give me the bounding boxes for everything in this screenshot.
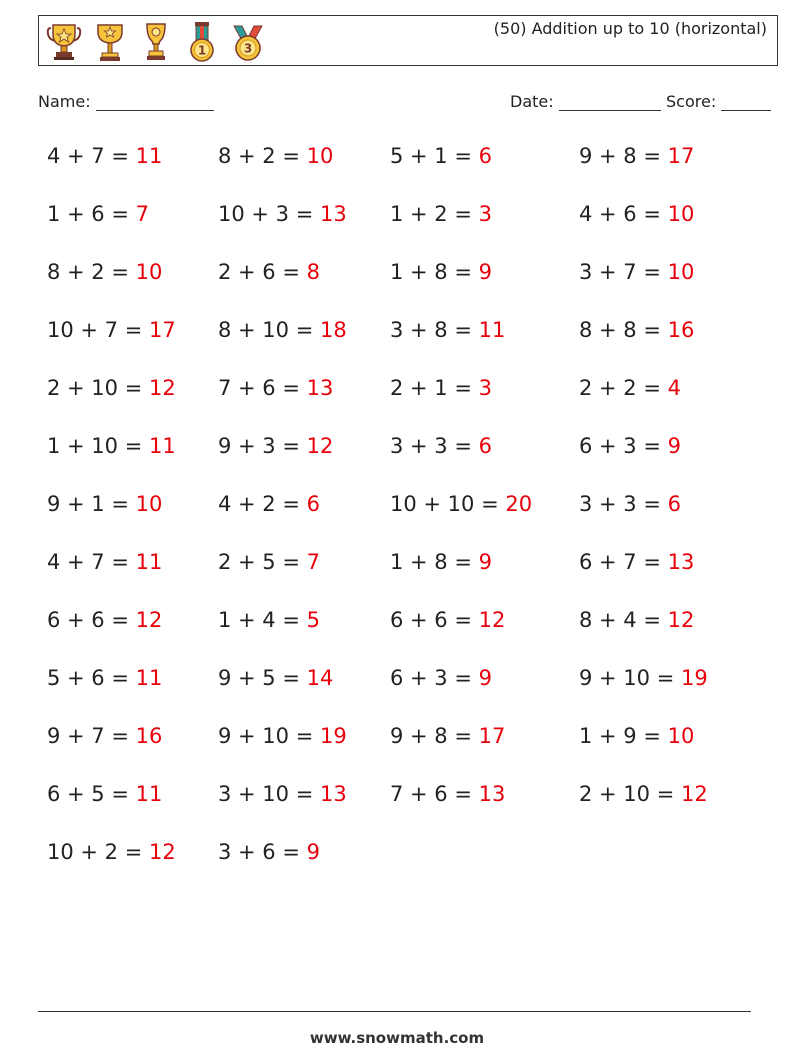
problem [218,840,320,864]
problem-question: 4 + 2 = [218,492,300,516]
problem-question: 2 + 2 = [579,376,661,400]
problem-row [47,260,787,318]
problem-question: 2 + 5 = [218,550,300,574]
problem-question: 3 + 3 = [390,434,472,458]
medal-1-icon [183,20,221,64]
problem [47,376,176,400]
medal-3-icon [229,20,267,64]
problem [579,318,694,342]
problem-question: 5 + 1 = [390,144,472,168]
problem-question: 3 + 3 = [579,492,661,516]
problem-question: 9 + 8 = [579,144,661,168]
problem-question: 8 + 4 = [579,608,661,632]
problem-question: 9 + 1 = [47,492,129,516]
problem-question: 10 + 7 = [47,318,143,342]
svg-text:1: 1 [197,43,207,58]
problem [218,608,320,632]
problem-question: 4 + 7 = [47,550,129,574]
problem-question: 8 + 8 = [579,318,661,342]
problem [47,608,162,632]
date-blank [559,92,661,111]
problem-question: 10 + 3 = [218,202,314,226]
problem-answer: 10 [306,144,334,168]
problem-question: 1 + 4 = [218,608,300,632]
problem [218,260,320,284]
problem-question: 4 + 7 = [47,144,129,168]
problem-question: 6 + 3 = [390,666,472,690]
problem-answer: 13 [667,550,695,574]
problem [579,260,694,284]
problem-answer: 9 [478,260,493,284]
problem-row [47,144,787,202]
problem [218,318,347,342]
problem [47,144,162,168]
problem [579,434,681,458]
problem [218,550,320,574]
problem-row [47,492,787,550]
problem-answer: 12 [478,608,506,632]
problem [579,144,694,168]
problem [390,492,532,516]
name-label: Name: [38,92,91,111]
problem-answer: 13 [320,202,347,226]
problem-question: 9 + 8 = [390,724,472,748]
problem-question: 3 + 10 = [218,782,314,806]
problem-answer: 5 [306,608,321,632]
problem [218,202,347,226]
problem-answer: 7 [135,202,150,226]
problem-question: 2 + 1 = [390,376,472,400]
problem-answer: 14 [306,666,334,690]
problem-question: 1 + 10 = [47,434,143,458]
footer-divider [38,1011,751,1012]
problem-row [47,376,787,434]
award-icons [45,20,267,64]
problem-question: 8 + 2 = [47,260,129,284]
problem [47,492,162,516]
score-blank [721,92,771,111]
problem-answer: 10 [667,724,695,748]
problem-question: 3 + 6 = [218,840,300,864]
trophy-cup-icon [45,20,83,64]
problem-answer: 4 [667,376,682,400]
problem-row [47,724,787,782]
problem-answer: 10 [667,202,695,226]
worksheet-title: (50) Addition up to 10 (horizontal) [493,19,767,38]
problem [390,144,492,168]
problem [390,666,492,690]
score-field [666,92,771,111]
problem-question: 10 + 2 = [47,840,143,864]
problem-answer: 12 [306,434,334,458]
problem-question: 5 + 6 = [47,666,129,690]
problem-row [47,666,787,724]
problem [47,202,149,226]
problem-row [47,840,787,898]
problem-answer: 12 [149,376,176,400]
problem-question: 8 + 10 = [218,318,314,342]
problem [390,260,492,284]
problem-answer: 12 [667,608,695,632]
problem-question: 1 + 2 = [390,202,472,226]
problem-question: 7 + 6 = [218,376,300,400]
score-label: Score: [666,92,717,111]
problem-row [47,550,787,608]
problem [579,782,708,806]
problem-grid [47,144,787,898]
problem-answer: 17 [478,724,506,748]
problem [579,608,694,632]
problem-question: 9 + 10 = [579,666,675,690]
problem-question: 6 + 3 = [579,434,661,458]
problem-answer: 7 [306,550,321,574]
problem-answer: 6 [478,144,493,168]
problem [579,724,694,748]
problem-answer: 12 [135,608,163,632]
problem-row [47,608,787,666]
problem-question: 6 + 6 = [47,608,129,632]
problem-answer: 13 [320,782,347,806]
problem-answer: 17 [667,144,695,168]
problem-answer: 20 [505,492,533,516]
problem [579,492,681,516]
problem [579,202,694,226]
problem-answer: 11 [149,434,176,458]
problem-answer: 19 [320,724,347,748]
problem-answer: 9 [478,666,493,690]
problem [579,666,708,690]
problem [47,260,162,284]
problem [390,782,505,806]
problem-question: 2 + 10 = [47,376,143,400]
problem-question: 7 + 6 = [390,782,472,806]
problem-question: 3 + 8 = [390,318,472,342]
problem [218,376,333,400]
problem [579,550,694,574]
problem-question: 1 + 9 = [579,724,661,748]
problem [390,434,492,458]
problem [47,318,176,342]
problem-question: 8 + 2 = [218,144,300,168]
problem-question: 3 + 7 = [579,260,661,284]
problem-question: 10 + 10 = [390,492,499,516]
problem-question: 6 + 7 = [579,550,661,574]
svg-text:3: 3 [243,41,253,56]
problem-answer: 11 [135,666,163,690]
problem-answer: 12 [149,840,176,864]
date-field [510,92,661,111]
problem-answer: 19 [681,666,708,690]
problem [47,840,176,864]
problem-row [47,434,787,492]
footer-url: www.snowmath.com [309,1029,485,1047]
problem [390,608,505,632]
problem-question: 1 + 8 = [390,260,472,284]
problem [218,782,347,806]
problem [390,550,492,574]
problem-answer: 13 [306,376,334,400]
problem-answer: 10 [135,260,163,284]
problem [218,492,320,516]
problem-question: 9 + 3 = [218,434,300,458]
trophy-star-icon [91,20,129,64]
problem [218,144,333,168]
problem-question: 1 + 8 = [390,550,472,574]
problem-answer: 13 [478,782,506,806]
problem-answer: 11 [135,782,163,806]
problem-question: 2 + 10 = [579,782,675,806]
problem-answer: 9 [306,840,321,864]
trophy-vase-icon [137,20,175,64]
problem [47,550,162,574]
problem-answer: 11 [135,550,163,574]
problem [47,666,162,690]
problem [47,434,176,458]
problem-row [47,202,787,260]
problem-row [47,782,787,840]
problem-answer: 18 [320,318,347,342]
problem [218,724,347,748]
problem-answer: 16 [135,724,163,748]
problem-answer: 3 [478,202,493,226]
problem-answer: 17 [149,318,176,342]
problem-question: 9 + 5 = [218,666,300,690]
problem-answer: 9 [667,434,682,458]
problem-answer: 11 [478,318,506,342]
problem [390,202,492,226]
problem-question: 9 + 7 = [47,724,129,748]
problem [390,318,505,342]
problem-answer: 6 [478,434,493,458]
problem-answer: 9 [478,550,493,574]
worksheet-header [38,15,778,66]
date-label: Date: [510,92,554,111]
problem-question: 1 + 6 = [47,202,129,226]
problem [218,666,333,690]
problem [47,724,162,748]
problem-question: 2 + 6 = [218,260,300,284]
problem-answer: 11 [135,144,163,168]
problem-answer: 6 [306,492,321,516]
problem-question: 6 + 5 = [47,782,129,806]
problem [218,434,333,458]
problem [390,376,492,400]
problem-answer: 6 [667,492,682,516]
name-field [38,92,214,111]
problem-answer: 8 [306,260,321,284]
problem-answer: 3 [478,376,493,400]
problem-answer: 12 [681,782,708,806]
problem-answer: 16 [667,318,695,342]
problem-row [47,318,787,376]
problem [579,376,681,400]
problem-answer: 10 [667,260,695,284]
problem [47,782,162,806]
problem-answer: 10 [135,492,163,516]
name-blank [96,92,214,111]
problem-question: 6 + 6 = [390,608,472,632]
problem [390,724,505,748]
problem-question: 9 + 10 = [218,724,314,748]
problem-question: 4 + 6 = [579,202,661,226]
